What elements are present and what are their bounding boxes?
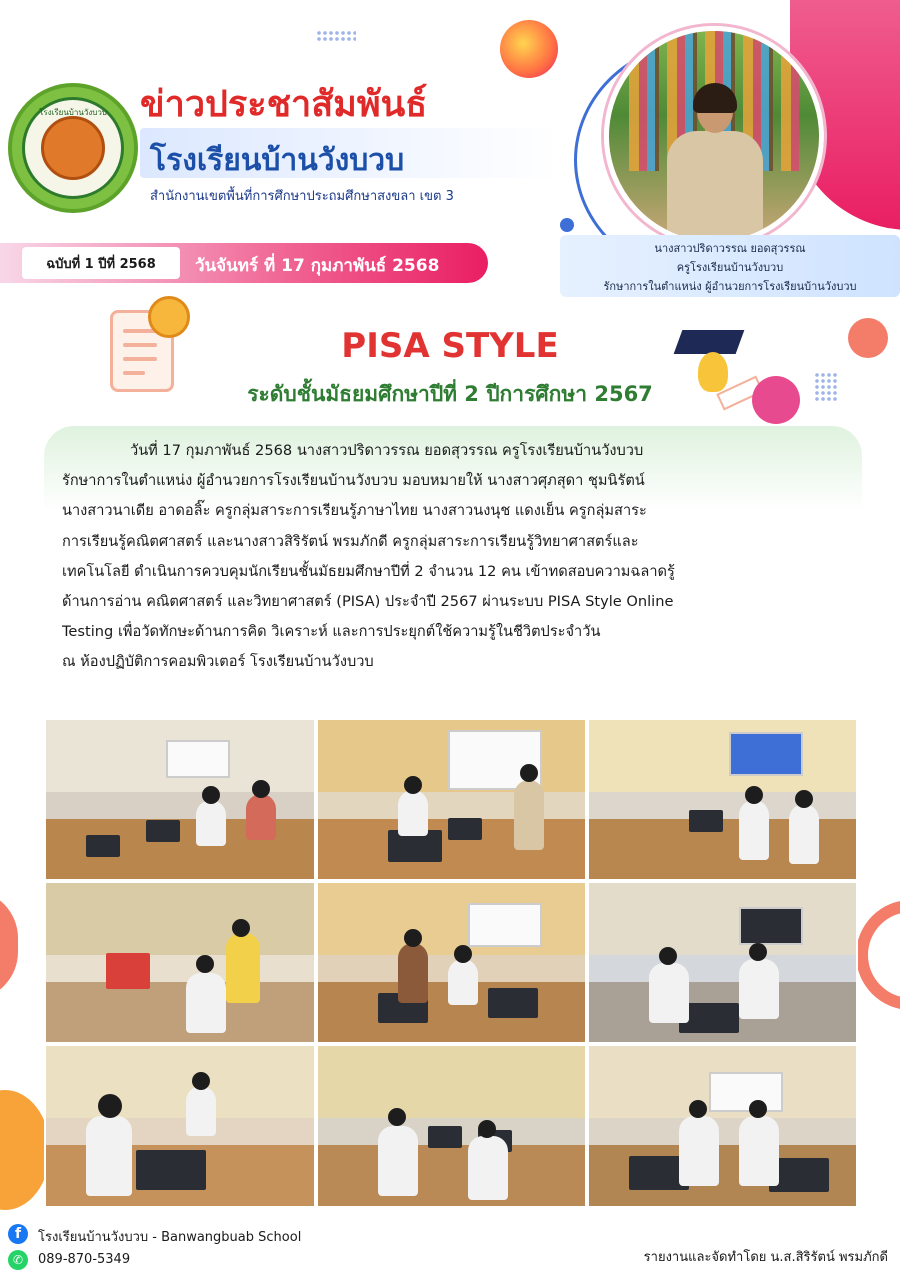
footer-facebook-page[interactable]: โรงเรียนบ้านวังบวบ - Banwangbuab School	[38, 1230, 302, 1245]
activity-photo	[44, 881, 316, 1044]
article-title: PISA STYLE	[341, 326, 559, 366]
decor-dot-blue	[560, 218, 574, 232]
decor-dots-top	[316, 30, 356, 42]
activity-photo	[44, 1044, 316, 1208]
portrait-body	[667, 131, 763, 241]
body-line: ณ ห้องปฏิบัติการคอมพิวเตอร์ โรงเรียนบ้านวังบวบ	[62, 653, 374, 671]
decor-circle-orange	[500, 20, 558, 78]
issue-number: ฉบับที่ 1 ปีที่ 2568	[22, 247, 180, 279]
school-name: โรงเรียนบ้านวังบวบ	[150, 143, 405, 178]
portrait-caption	[560, 235, 900, 297]
body-line: ด้านการอ่าน คณิตศาสตร์ และวิทยาศาสตร์ (PISA) ประจำปี 2567 ผ่านระบบ PISA Style Online	[62, 593, 674, 611]
body-line: รักษาการในตำแหน่ง ผู้อำนวยการโรงเรียนบ้านวังบวบ มอบหมายให้ นางสาวศุภสุดา ชุมนิรัตน์	[62, 472, 645, 490]
activity-photo	[316, 1044, 587, 1208]
logo-inner	[22, 97, 124, 199]
article-body	[62, 436, 846, 678]
caption-role: ครูโรงเรียนบ้านวังบวบ	[676, 261, 784, 274]
news-title: ข่าวประชาสัมพันธ์	[140, 84, 428, 125]
activity-photo	[587, 718, 858, 881]
body-line: วันที่ 17 กุมภาพันธ์ 2568 นางสาวปริดาวรรณ ยอดสุวรรณ ครูโรงเรียนบ้านวังบวบ	[130, 442, 644, 459]
body-line: เทคโนโลยี ดำเนินการควบคุมนักเรียนชั้นมัธยมศึกษาปีที่ 2 จำนวน 12 คน เข้าทดสอบความฉลาดรู้	[62, 562, 675, 580]
activity-photo	[44, 718, 316, 881]
caption-name: นางสาวปริดาวรรณ ยอดสุวรรณ	[654, 242, 806, 255]
body-line: การเรียนรู้คณิตศาสตร์ และนางสาวสิริรัตน์ พรมภักดี ครูกลุ่มสาระการเรียนรู้วิทยาศาสตร์และ	[62, 532, 639, 550]
decor-side-right	[856, 900, 900, 1010]
activity-photo	[316, 881, 587, 1044]
phone-icon: ✆	[8, 1250, 28, 1270]
logo-text: โรงเรียนบ้านวังบวบ	[39, 108, 107, 117]
facebook-icon: f	[8, 1224, 28, 1244]
activity-photo	[316, 718, 587, 881]
body-line: นางสาวนาเดีย อาดอลิ๊ะ ครูกลุ่มสาระการเรียนรู้ภาษาไทย นางสาวนงนุช แดงเย็น ครูกลุ่มสาระ	[62, 502, 647, 520]
office-name: สำนักงานเขตพื้นที่การศึกษาประถมศึกษาสงขลา เขต 3	[150, 189, 454, 204]
decor-side-left-bottom	[0, 1090, 50, 1210]
decor-side-left	[0, 890, 18, 1000]
article-subtitle: ระดับชั้นมัธยมศึกษาปีที่ 2 ปีการศึกษา 2567	[247, 382, 653, 406]
school-logo	[8, 83, 138, 213]
footer-reporter: รายงานและจัดทำโดย น.ส.สิริรัตน์ พรมภักดี	[643, 1250, 888, 1265]
photo-grid	[44, 718, 858, 1208]
issue-date: วันจันทร์ ที่ 17 กุมภาพันธ์ 2568	[195, 256, 440, 276]
activity-photo	[587, 1044, 858, 1208]
body-line: Testing เพื่อวัดทักษะด้านการคิด วิเคราะห์ และการประยุกต์ใช้ความรู้ในชีวิตประจำวัน	[62, 623, 601, 641]
director-portrait	[604, 26, 824, 246]
logo-seal-icon	[41, 116, 105, 180]
caption-acting: รักษาการในตำแหน่ง ผู้อำนวยการโรงเรียนบ้านวังบวบ	[603, 280, 857, 293]
footer-phone[interactable]: 089-870-5349	[38, 1252, 131, 1267]
activity-photo	[587, 881, 858, 1044]
